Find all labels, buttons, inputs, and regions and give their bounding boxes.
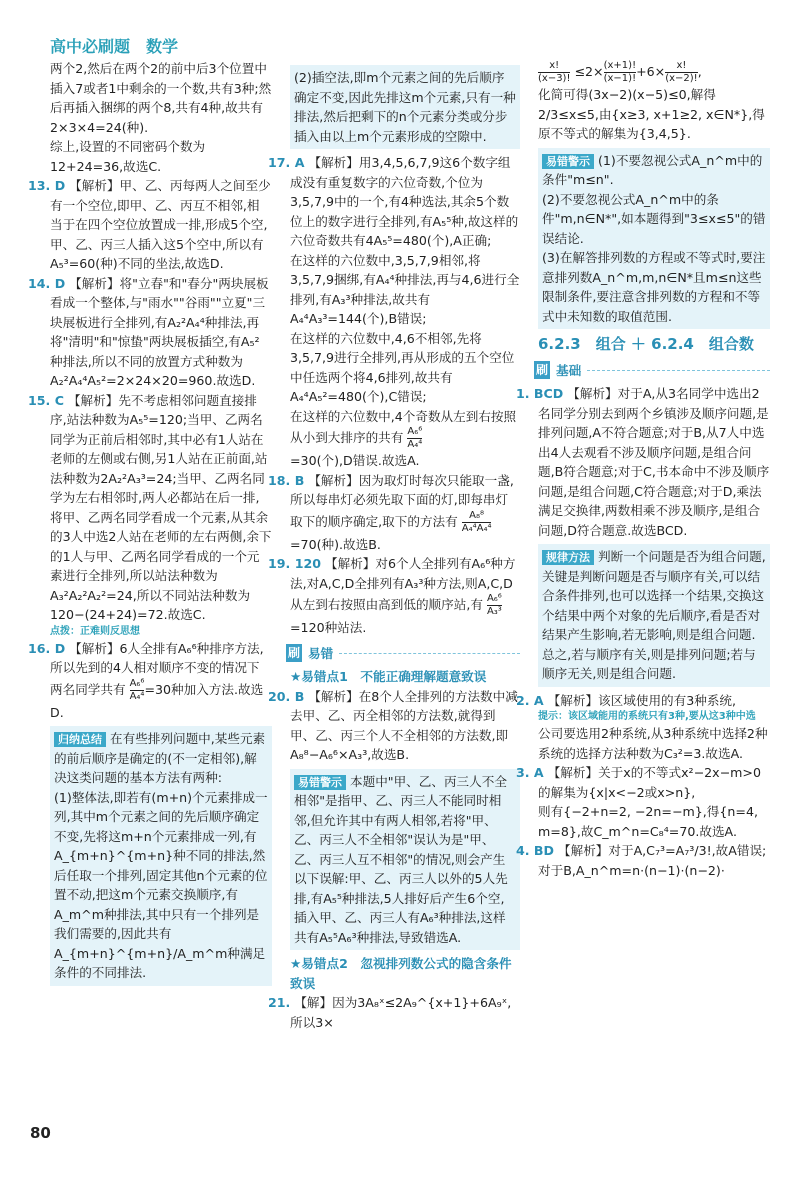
question-text-tail: =30种加入方法.故选D. <box>50 681 264 720</box>
question-number: 3. A <box>516 765 544 780</box>
question-number: 17. A <box>268 155 305 170</box>
column-middle <box>268 57 520 1032</box>
divider <box>339 653 520 654</box>
text-para: 2/3≤x≤5,由{x≥3, x+1≥2, x∈N*},得原不等式的解集为{3,4,5}. <box>538 106 765 141</box>
question-number: 20. B <box>268 688 305 704</box>
question-text: 【解】因为3A₈ˣ≤2A₉^{x+1}+6A₉ˣ,所以3× <box>290 995 512 1030</box>
question-number: 15. C <box>28 392 64 408</box>
rule-tag: 规律方法 <box>542 550 594 565</box>
question-number: 18. B <box>268 472 305 488</box>
wrong-point-1: ★易错点1 不能正确理解题意致误 <box>290 669 487 684</box>
section-bar-wrong <box>286 644 520 664</box>
summary-text: 在有些排列问题中,某些元素的前后顺序是确定的(不一定相邻),解决这类问题的基本方法有两种: <box>54 731 266 785</box>
warning-tag: 易错警示 <box>294 775 346 790</box>
warning-tag: 易错警示 <box>542 154 594 169</box>
hint-text: 提示：该区域能用的系统只有3种,要从这3种中选 <box>538 711 756 722</box>
divider <box>587 370 770 371</box>
column-left <box>28 0 272 1142</box>
question-number: 13. D <box>28 178 66 193</box>
column-right <box>516 60 770 880</box>
page-header-title: 高中必刷题 数学 <box>50 37 179 56</box>
question-text: 在这样的六位数中,4个奇数从左到右按照从小到大排序的共有 <box>290 408 517 445</box>
warning-item: (3)在解答排列数的方程或不等式时,要注意排列数A_n^m,m,n∈N*且m≤n这些限制条件,要注意含排列数的方程和不等式中未知数的取值范围. <box>542 250 766 324</box>
tip-label: 点拨：正难则反思想 <box>50 625 140 637</box>
section-bar-basic <box>534 361 770 381</box>
brush-icon: 刷 <box>534 361 550 379</box>
question-number: 4. BD <box>516 843 554 858</box>
question-text: 在这样的六位数中,4,6不相邻,先将3,5,7,9进行全排列,再从形成的五个空位中任选两个将4,6排列,故共有A₄⁴A₅²=480(个),C错误; <box>290 330 515 404</box>
question-text: =30(个),D错误.故选A. <box>290 453 420 468</box>
rule-text: 判断一个问题是否为组合问题,关键是判断问题是否与顺序有关,可以结合条件排列,也可以选择一个结果,交换这个结果中两个对象的先后顺序,看是否对结果产生影响,若无影响,则是组合问题.总之,若与顺序有关,则是排列问题;若与顺序无关,则是组合问题. <box>542 549 766 681</box>
question-text: 【解析】先不考虑相邻问题直接排序,站法种数为A₅⁵=120;当甲、乙两名同学为正前后相邻时,其中必有1人站在老师的左侧或右侧,另1人站在正前面,站法种数为2A₂²A₃³=24;当甲、乙两名同学为左右相邻时,两人必都站在后一排,将甲、乙两名同学看成一个元素,从其余的3人中选2人站在老师的左右两侧,余下的1人与甲、乙两名同学看成的一个元素进行全排列,所以站法种数为A₃²A₂²A₂²=24,所以不同站法种数为120−(24+24)=72.故选C. <box>50 392 272 622</box>
fraction: $\frac{\text{A₈⁸}}{\text{A₄⁴A₄⁴}}$ <box>461 509 492 534</box>
question-text: 【解析】在8个人全排列的方法数中减去甲、乙、丙全相邻的方法数,就得到甲、乙、丙三个人不全相邻的方法数,即A₈⁸−A₆⁶×A₃³,故选B. <box>290 688 518 762</box>
question-text-tail: 公司要选用2种系统,从3种系统中选择2种系统的选择方法种数为C₃²=3.故选A. <box>538 726 768 761</box>
question-number: 16. D <box>28 640 66 656</box>
question-number: 1. BCD <box>516 386 564 401</box>
question-text: 【解析】对于A,从3名同学中选出2名同学分别去到两个乡镇涉及顺序问题,是排列问题,A不符合题意;对于B,从7人中选出4人去观看不涉及顺序问题,是组合问题,B符合题意;对于C,书本命中不涉及顺序问题,是组合问题,C符合题意;对于D,乘法满足交换律,两数相乘不涉及顺序,是组合问题,D符合题意.故选BCD. <box>538 386 770 538</box>
formula-line: $\frac{x!}{(x-3)!}$ ≤2× $\frac{(x+1)!}{(x-1)!}$ +6× $\frac{x!}{(x-2)!}$ , <box>538 60 702 84</box>
question-text-tail: =70(种).故选B. <box>290 536 381 552</box>
question-text: 【解析】对6个人全排列有A₆⁶种方法,对A,C,D全排列有A₃³种方法,则A,C,D从左到右按照由高到低的顺序站,有 <box>290 556 516 612</box>
question-text: 【解析】关于x的不等式x²−2x−m>0的解集为{x|x<−2或x>n}, <box>538 765 761 800</box>
question-number: 19. 120 <box>268 556 321 571</box>
text-para: 化简可得(3x−2)(x−5)≤0,解得 <box>538 87 716 102</box>
question-text: 【解析】用3,4,5,6,7,9这6个数字组成没有重复数字的六位奇数,个位为3,5,7,9中的一个,有4种选法,其余5个数位上的数字进行全排列,有A₅⁵种,故这样的六位奇数共有4A₅⁵=480(个),A正确; <box>290 155 519 248</box>
question-text-tail: 则有{−2+n=2, −2n=−m},得{n=4, m=8},故C_m^n=C₈⁴=70.故选A. <box>538 804 758 839</box>
section-label: 易错 <box>308 645 334 661</box>
question-text: 【解析】因为取灯时每次只能取一盏,所以每串灯必须先取下面的灯,即每串灯取下的顺序确定,取下的方法有 <box>290 472 514 529</box>
warning-item: (2)不要忽视公式A_n^m中的条件"m,n∈N*",如本题得到"3≤x≤5"的错误结论. <box>542 191 766 246</box>
question-text: 【解析】6人全排有A₆⁶种排序方法,所以先到的4人相对顺序不变的情况下两名同学共有 <box>50 640 264 697</box>
warning-item: (1)不要忽视公式A_n^m中的条件"m≤n". <box>542 152 763 187</box>
question-number: 21. <box>268 995 291 1010</box>
text-para: 两个2,然后在两个2的前中后3个位置中插入7或者1中剩余的一个数,共有3种;然后再插入捆绑的两个8,共有4种,故共有2×3×4=24(种). <box>50 61 272 135</box>
warning-box-2 <box>538 148 770 330</box>
question-text: 【解析】该区域使用的有3种系统, <box>547 692 737 708</box>
text-para: 综上,设置的不同密码个数为12+24=36,故选C. <box>50 139 206 174</box>
warning-box <box>290 769 520 951</box>
page-number: 80 <box>30 1124 51 1142</box>
question-number: 2. A <box>516 692 544 708</box>
question-text: 【解析】甲、乙、丙每两人之间至少有一个空位,即甲、乙、丙互不相邻,相当于在四个空位放置成一排,形成5个空,甲、乙、丙三人插入这5个空中,所以有A₅³=60(种)不同的坐法,故选D. <box>50 178 271 271</box>
method-text: (2)插空法,即m个元素之间的先后顺序确定不变,因此先排这m个元素,只有一种排法,然后把剩下的n个元素分类或分步插入由以上m个元素形成的空隙中. <box>294 70 516 144</box>
wrong-point-2: ★易错点2 忽视排列数公式的隐含条件致误 <box>290 956 512 991</box>
summary-box <box>50 726 272 986</box>
rule-box <box>538 544 770 687</box>
warning-text: 本题中"甲、乙、丙三人不全相邻"是指甲、乙、丙三人不能同时相邻,但允许其中有两人相邻,若将"甲、乙、丙三人不全相邻"误认为是"甲、乙、丙三人互不相邻"的情况,则会产生以下误解:甲、乙、丙三人以外的5人先排,有A₅⁵种排法,5人排好后产生6个空,插入甲、乙、丙三人有A₆³种排法,这样共有A₅⁵A₆³种排法,导致错选A. <box>294 773 508 945</box>
summary-item: (1)整体法,即若有(m+n)个元素排成一列,其中m个元素之间的先后顺序确定不变,先将这m+n个元素排成一列,有A_{m+n}^{m+n}种不同的排法,然后任取一个排列,固定其他n个元素的位置不动,把这m个元素交换顺序,有A_m^m种排法,其中只有一个排列是我们需要的,因此共有A_{m+n}^{m+n}/A_m^m种满足条件的不同排法. <box>54 789 268 980</box>
question-number: 14. D <box>28 275 66 291</box>
question-text-tail: =120种站法. <box>290 620 367 635</box>
fraction: $\frac{\text{A₆⁶}}{\text{A₄⁴}}$ <box>407 426 423 450</box>
fraction: $\frac{\text{A₆⁶}}{\text{A₄⁴}}$ <box>129 677 145 702</box>
question-text: 在这样的六位数中,3,5,7,9相邻,将3,5,7,9捆绑,有A₄⁴种排法,再与4,6进行全排列,有A₃³种排法,故共有A₄⁴A₃³=144(个),B错误; <box>290 252 520 326</box>
method-continued-box <box>290 65 520 149</box>
question-text: 【解析】将"立春"和"春分"两块展板看成一个整体,与"雨水""谷雨""立夏"三块展板进行全排列,有A₂²A₄⁴种排法,再将"清明"和"惊蛰"两块展板插空,有A₅²种排法,所以不同的放置方式种数为A₂²A₄⁴A₅²=2×24×20=960.故选D. <box>50 275 269 388</box>
question-text: 【解析】对于A,C₇³=A₇³/3!,故A错误; <box>558 843 767 858</box>
question-text-tail: 对于B,A_n^m=n·(n−1)·(n−2)· <box>538 862 725 878</box>
brush-icon: 刷 <box>286 644 302 662</box>
section-label: 基础 <box>556 362 582 378</box>
fraction: $\frac{\text{A₆⁶}}{\text{A₃³}}$ <box>486 593 502 617</box>
section-title: 6.2.3 组合 ＋ 6.2.4 组合数 <box>538 335 754 353</box>
summary-tag: 归纳总结 <box>54 732 106 747</box>
